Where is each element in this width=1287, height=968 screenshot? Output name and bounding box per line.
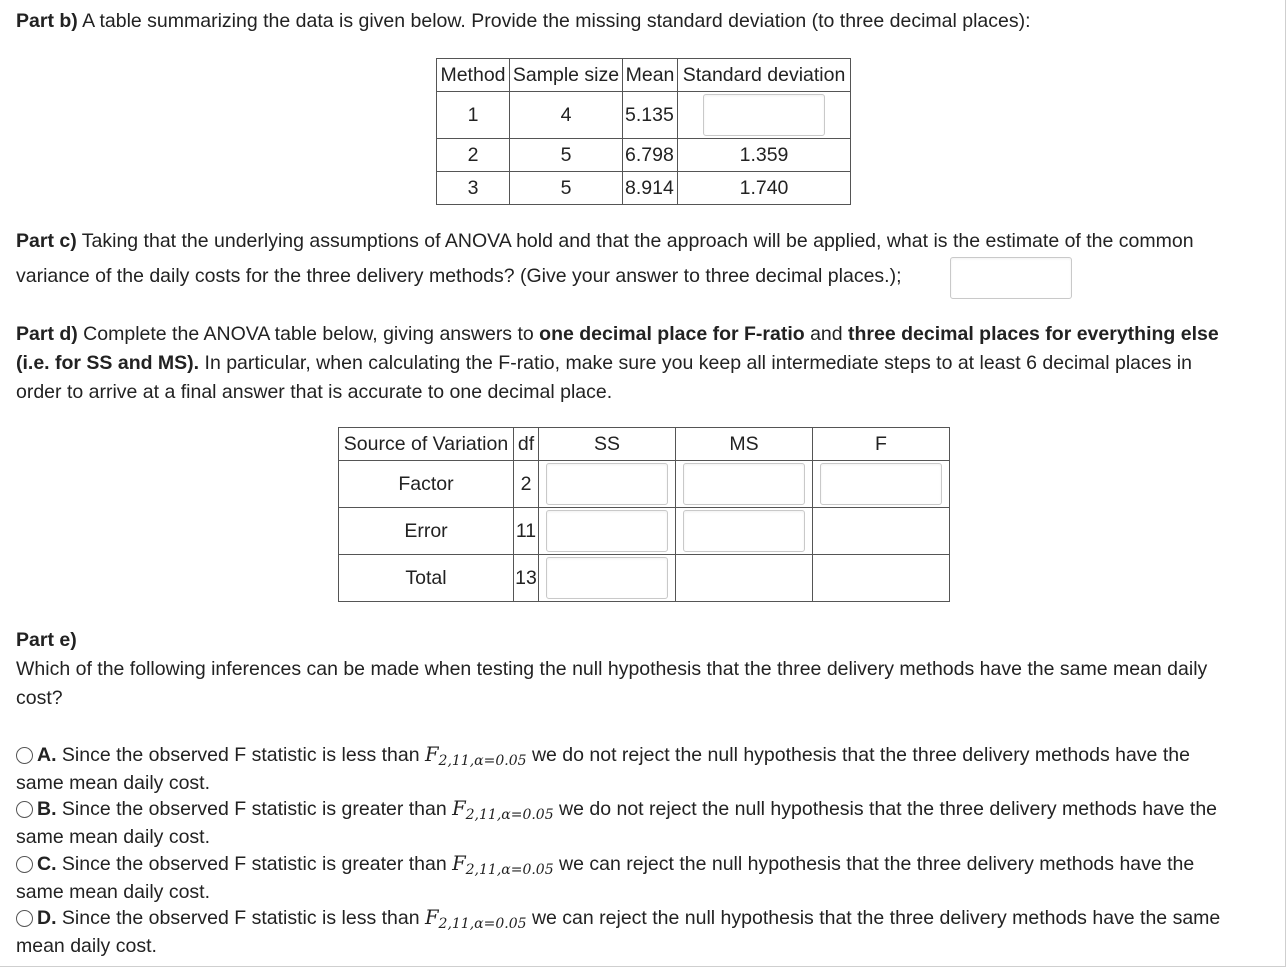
sample-size-cell: 4	[510, 92, 623, 139]
option-d-cont	[16, 934, 157, 958]
f-critical-symbol: F	[425, 743, 439, 766]
option-a-radio[interactable]	[16, 747, 33, 764]
factor-ms-input[interactable]	[683, 463, 805, 505]
f-critical-symbol: F	[452, 852, 466, 875]
part-e-question-line1	[16, 657, 1207, 681]
summary-row	[437, 172, 851, 205]
part-d-prompt-line1	[16, 322, 1219, 346]
total-ss-input[interactable]	[546, 557, 668, 599]
f-ratio-input[interactable]	[820, 463, 942, 505]
ms-cell	[676, 508, 813, 555]
part-d-emphasis-else: three decimal places for everything else	[848, 323, 1219, 345]
header-ms: MS	[676, 428, 813, 461]
part-d-text: In particular, when calculating the F-ratio, make sure you keep all intermediate steps to at least 6 decimal places in	[199, 352, 1192, 374]
sd-cell	[678, 92, 851, 139]
sample-size-cell: 5	[510, 139, 623, 172]
f-critical-subscript: 2,11,α=0.05	[438, 753, 527, 769]
part-c-text: Taking that the underlying assumptions of ANOVA hold and that the approach will be applied, what is the estimate of the common	[76, 230, 1194, 252]
part-c-text-cont: variance of the daily costs for the three delivery methods? (Give your answer to three decimal places.);	[16, 265, 902, 287]
error-ss-input[interactable]	[546, 510, 668, 552]
summary-row	[437, 92, 851, 139]
anova-row-factor	[339, 461, 950, 508]
part-e-text: cost?	[16, 687, 63, 709]
option-text: Since the observed F statistic is less than	[56, 907, 426, 929]
anova-row-total	[339, 555, 950, 602]
factor-ss-input[interactable]	[546, 463, 668, 505]
header-standard-deviation: Standard deviation	[678, 59, 851, 92]
header-sample-size: Sample size	[510, 59, 623, 92]
f-critical-subscript: 2,11,α=0.05	[465, 862, 554, 878]
part-d-emphasis-ss-ms: (i.e. for SS and MS).	[16, 352, 200, 374]
option-text: Since the observed F statistic is less than	[56, 744, 426, 766]
header-f: F	[813, 428, 950, 461]
source-cell: Total	[339, 555, 514, 602]
mean-cell: 5.135	[623, 92, 678, 139]
summary-table	[436, 58, 851, 205]
option-text: we do not reject the null hypothesis that the three delivery methods have the	[526, 744, 1190, 766]
option-b[interactable]	[16, 797, 1217, 827]
anova-table	[338, 427, 950, 602]
header-method: Method	[437, 59, 510, 92]
option-b-radio[interactable]	[16, 801, 33, 818]
part-e-question-line2	[16, 686, 63, 710]
part-c-label: Part c)	[16, 230, 77, 252]
summary-header-row	[437, 59, 851, 92]
option-text: same mean daily cost.	[16, 772, 211, 794]
option-c-cont	[16, 880, 210, 904]
method-cell: 1	[437, 92, 510, 139]
header-df: df	[514, 428, 539, 461]
option-a-cont	[16, 771, 210, 795]
header-source: Source of Variation	[339, 428, 514, 461]
option-text: Since the observed F statistic is greater than	[56, 798, 453, 820]
part-e-text: Which of the following inferences can be made when testing the null hypothesis that the three delivery methods have the same mean daily	[16, 658, 1208, 680]
sd-cell: 1.359	[678, 139, 851, 172]
df-cell: 2	[514, 461, 539, 508]
ms-cell	[676, 461, 813, 508]
header-ss: SS	[539, 428, 676, 461]
option-letter: D.	[37, 907, 57, 929]
source-cell: Error	[339, 508, 514, 555]
ss-cell	[539, 555, 676, 602]
ms-cell-empty	[676, 555, 813, 602]
mean-cell: 8.914	[623, 172, 678, 205]
mean-cell: 6.798	[623, 139, 678, 172]
option-text: same mean daily cost.	[16, 826, 211, 848]
common-variance-input[interactable]	[950, 257, 1072, 299]
f-cell	[813, 461, 950, 508]
option-c-radio[interactable]	[16, 856, 33, 873]
f-critical-symbol: F	[425, 906, 439, 929]
f-cell-empty	[813, 508, 950, 555]
option-text: we can reject the null hypothesis that the three delivery methods have the same	[526, 907, 1221, 929]
df-cell: 13	[514, 555, 539, 602]
option-text: Since the observed F statistic is greater than	[56, 853, 453, 875]
ss-cell	[539, 461, 676, 508]
part-d-prompt-line2	[16, 351, 1192, 375]
part-d-text: order to arrive at a final answer that is accurate to one decimal place.	[16, 381, 613, 403]
error-ms-input[interactable]	[683, 510, 805, 552]
header-mean: Mean	[623, 59, 678, 92]
part-c-prompt-line1	[16, 229, 1194, 253]
df-cell: 11	[514, 508, 539, 555]
f-critical-subscript: 2,11,α=0.05	[465, 807, 554, 823]
sample-size-cell: 5	[510, 172, 623, 205]
part-b-label: Part b)	[16, 10, 78, 32]
sd-method-1-input[interactable]	[703, 94, 825, 136]
part-d-prompt-line3	[16, 380, 612, 404]
part-d-label: Part d)	[16, 323, 78, 345]
option-letter: B.	[37, 798, 57, 820]
anova-row-error	[339, 508, 950, 555]
option-c[interactable]	[16, 852, 1194, 882]
part-b-prompt	[16, 9, 1031, 33]
summary-row	[437, 139, 851, 172]
option-d-radio[interactable]	[16, 910, 33, 927]
option-text: mean daily cost.	[16, 935, 157, 957]
part-b-text: A table summarizing the data is given below. Provide the missing standard deviation (to three decimal places):	[77, 10, 1031, 32]
part-c-prompt-line2	[16, 264, 902, 288]
f-cell-empty	[813, 555, 950, 602]
part-d-text: Complete the ANOVA table below, giving answers to	[77, 323, 540, 345]
source-cell: Factor	[339, 461, 514, 508]
part-d-text: and	[804, 323, 849, 345]
anova-header-row	[339, 428, 950, 461]
option-letter: C.	[37, 853, 57, 875]
sd-cell: 1.740	[678, 172, 851, 205]
option-text: same mean daily cost.	[16, 881, 211, 903]
f-critical-subscript: 2,11,α=0.05	[438, 916, 527, 932]
option-a[interactable]	[16, 743, 1190, 773]
part-e-label: Part e)	[16, 629, 77, 651]
option-text: we can reject the null hypothesis that the three delivery methods have the	[553, 853, 1195, 875]
option-letter: A.	[37, 744, 57, 766]
part-e-heading	[16, 628, 77, 652]
method-cell: 3	[437, 172, 510, 205]
option-d[interactable]	[16, 906, 1220, 936]
method-cell: 2	[437, 139, 510, 172]
part-d-emphasis-f: one decimal place for F-ratio	[539, 323, 805, 345]
option-b-cont	[16, 825, 210, 849]
ss-cell	[539, 508, 676, 555]
f-critical-symbol: F	[452, 797, 466, 820]
option-text: we do not reject the null hypothesis that the three delivery methods have the	[553, 798, 1218, 820]
